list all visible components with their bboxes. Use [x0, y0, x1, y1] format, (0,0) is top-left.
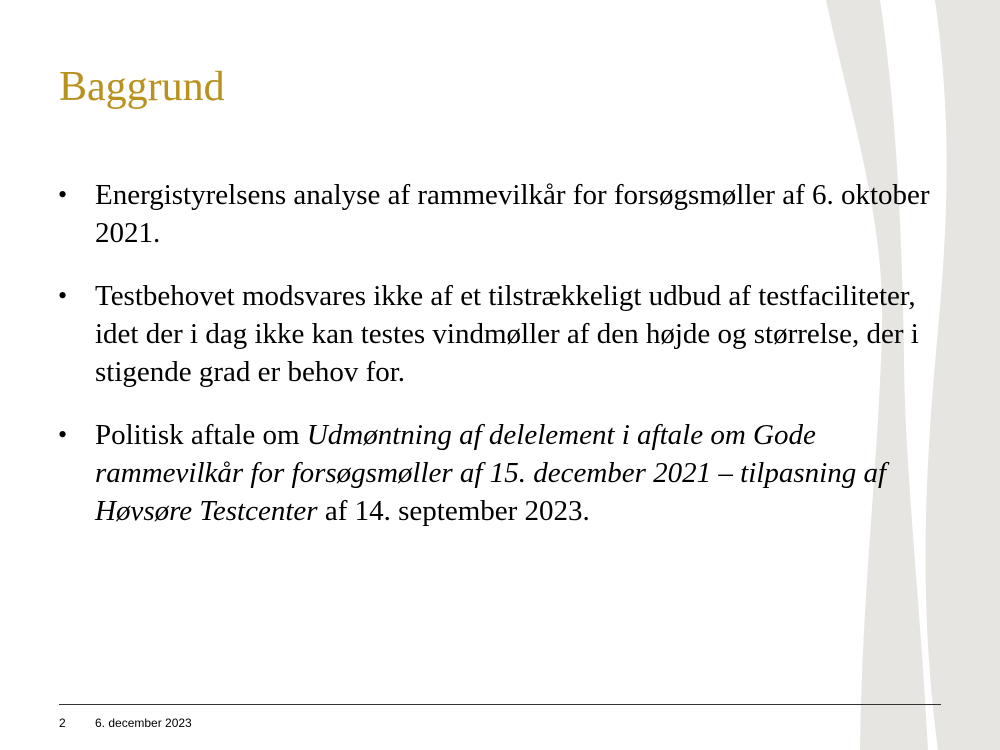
bullet-text	[95, 419, 886, 527]
bullet-text-run: Testbehovet modsvares ikke af et tilstrækkeligt udbud af testfaciliteter, idet der i dag ikke kan testes vindmøller af den højde og størrelse, der i stigende grad er behov for.	[95, 280, 919, 388]
bullet-list	[58, 176, 958, 555]
bullet-marker: •	[58, 420, 68, 449]
bullet-text-run: Energistyrelsens analyse af rammevilkår for forsøgsmøller af 6. oktober 2021.	[95, 179, 930, 249]
bullet-marker: •	[58, 281, 68, 310]
bullet-text-run: Politisk aftale om	[95, 419, 307, 451]
bullet-item	[58, 176, 958, 252]
slide-title: Baggrund	[59, 64, 225, 110]
footer-divider	[59, 704, 941, 705]
bullet-text-run: af 14. september 2023.	[317, 495, 590, 527]
bullet-text	[95, 280, 919, 388]
bullet-text-italic-run: Udmøntning af delelement i aftale om Gode rammevilkår for forsøgsmøller af 15. december 2021 – tilpasning af Høvsøre Testcenter	[95, 419, 887, 527]
footer-date: 6. december 2023	[95, 716, 192, 730]
bullet-item	[58, 277, 958, 391]
bullet-text	[95, 179, 930, 249]
bullet-marker: •	[58, 180, 68, 209]
footer-page-number: 2	[59, 716, 66, 730]
bullet-item	[58, 416, 958, 530]
